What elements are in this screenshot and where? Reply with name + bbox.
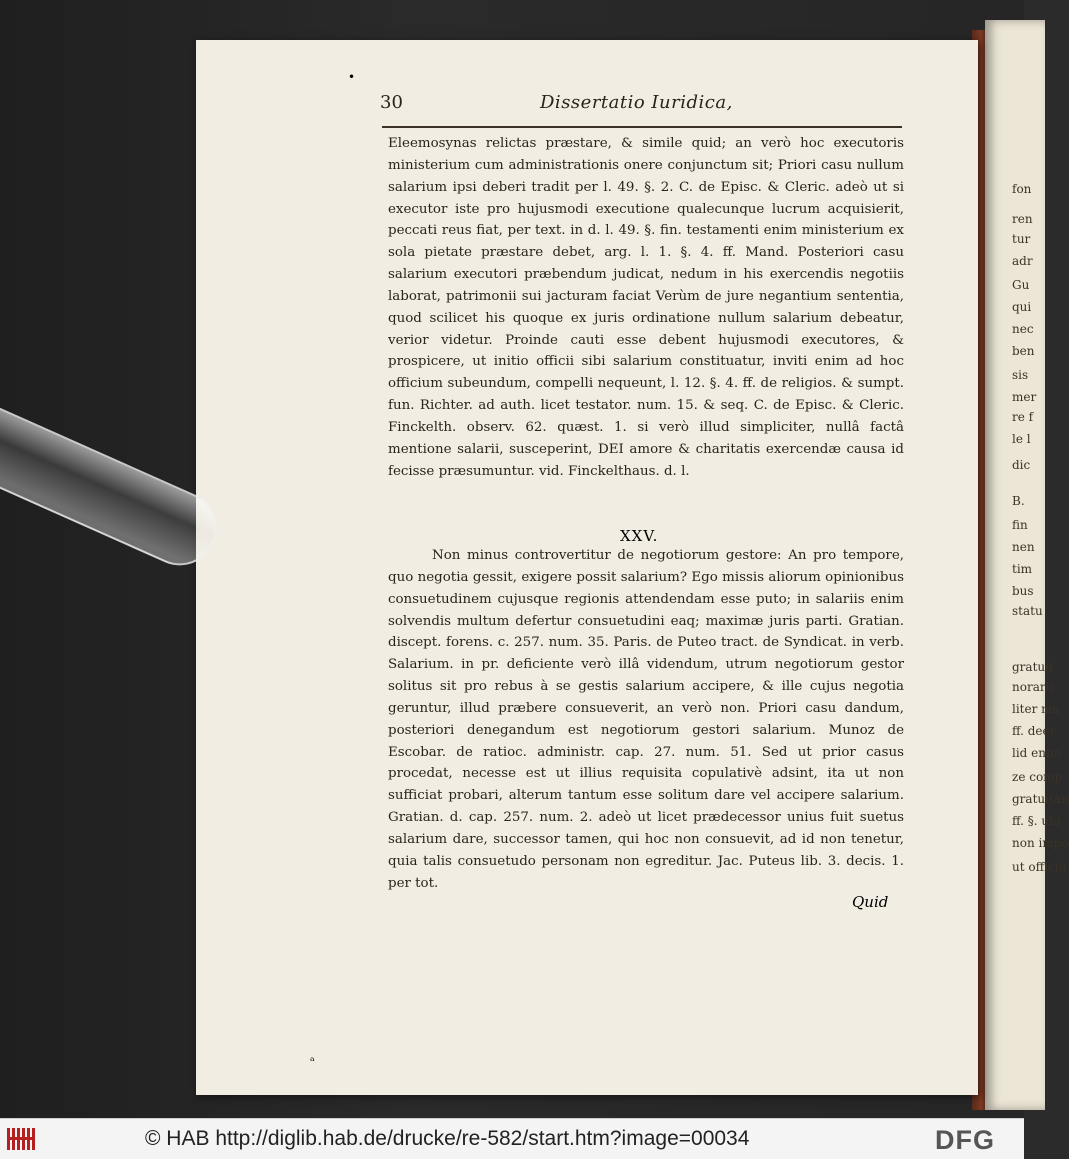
facing-fragment: bus bbox=[1012, 584, 1034, 598]
paragraph-2-text: Non minus controvertitur de negotiorum gestore: An pro tempore, quo negotia gessit, exigere possit salarium? Ego missis aliorum opinionibus consuetudinem cujusque regionis attendendam esse puto; in salariis enim solvendis multum defertur consuetudini eaq; maximæ juris parti. Gratian. discept. forens. c. 257. num. 35. Paris. de Puteo tract. de Syndicat. in verb. Salarium. in pr. deficiente verò illâ videndum, utrum negotiorum gestor solitus sit pro rebus à se gestis salarium accipere, & ille cujus negotia geruntur, illud præbere consueverit, an verò non. Priori casu dandum, posteriori denegandum est negotiorum gestori salarium. Munoz de Escobar. de ratioc. administr. cap. 27. num. 51. Sed ut prior casus procedat, necesse est ut illius requisita copulativè adsint, ita ut non sufficiat probari, alterum tantum esse solitum dare vel accipere salarium. Gratian. d. cap. 257. num. 2. adeò ut licet prædecessor unius fuit suetus salarium dare, successor tamen, qui hoc non consuevit, ad id non tenetur, quia talis consuetudo personam non egreditur. Jac. Puteus lib. 3. decis. 1. per tot. bbox=[388, 548, 904, 891]
facing-fragment: adr bbox=[1012, 254, 1033, 268]
paragraph-1 bbox=[388, 133, 904, 483]
facing-fragment: mer bbox=[1012, 390, 1037, 404]
facing-fragment: tim bbox=[1012, 562, 1033, 576]
running-head bbox=[380, 92, 910, 118]
facing-fragment: fon bbox=[1012, 182, 1032, 196]
facing-fragment: ff. §. ulu bbox=[1012, 814, 1061, 828]
facing-fragment: norarii bbox=[1012, 680, 1054, 694]
facing-fragment: fin bbox=[1012, 518, 1028, 532]
facing-fragment: gratuit bbox=[1012, 660, 1054, 674]
facing-fragment: B. bbox=[1012, 494, 1025, 508]
facing-fragment: nec bbox=[1012, 322, 1034, 336]
facing-fragment: ren bbox=[1012, 212, 1033, 226]
paragraph-1-text: Eleemosynas relictas præstare, & simile quid; an verò hoc executoris ministerium cum administrationis onere conjunctum sit; Priori casu nullum salarium ipsi deberi tradit per l. 49. §. 2. C. de Episc. & Cleric. adeò ut si executor iste pro hujusmodi executione qualecunque lucrum acquisierit, peccati reus fiat, per text. in d. l. 49. §. fin. testamenti enim ministerium ex sola pietate præstare debet, arg. l. 1. §. 4. ff. Mand. Posteriori casu salarium executori præbendum judicat, nedum in his exercendis negotiis laborat, patrimonii sui jacturam faciat Verùm de jure negantium sententia, quod scilicet his quoque ex juris ordinatione nullum salarium debeatur, verior videtur. Proinde cauti esse debent hujusmodi executores, & prospicere, ut initio officii sibi salarium constituatur, inviti enim ad hoc officium subeundum, compelli nequeunt, l. 12. §. 4. ff. de religios. & sumpt. fun. Richter. ad auth. licet testator. num. 15. & seq. C. de Episc. & Cleric. Finckelth. observ. 62. quæst. 1. si verò illud simpliciter, nullâ factâ mentione salarii, susceperint, DEI amore & charitatis exercendæ causa id fecisse præsumuntur. vid. Finckelthaus. d. l. bbox=[388, 136, 904, 479]
printer-mark-top: • bbox=[348, 70, 356, 84]
catchword: Quid bbox=[852, 893, 889, 911]
running-title: Dissertatio Iuridica, bbox=[540, 92, 733, 113]
dfg-logo: DFG bbox=[935, 1125, 995, 1155]
facing-fragment: gratuitan bbox=[1012, 792, 1069, 806]
facing-fragment: sis bbox=[1012, 368, 1029, 382]
facing-fragment: nen bbox=[1012, 540, 1035, 554]
facing-fragment: le l bbox=[1012, 432, 1031, 446]
facing-fragment: re f bbox=[1012, 410, 1034, 424]
hab-logo-icon bbox=[6, 1126, 40, 1152]
facing-fragment: Gu bbox=[1012, 278, 1030, 292]
facing-fragment: ben bbox=[1012, 344, 1035, 358]
facing-fragment: liter ma bbox=[1012, 702, 1060, 716]
facing-fragment: statu bbox=[1012, 604, 1043, 618]
facing-fragment: non impo bbox=[1012, 836, 1069, 850]
head-rule bbox=[382, 126, 902, 128]
printer-mark-bottom: ₐ bbox=[310, 1050, 315, 1064]
footer-bar bbox=[0, 1118, 1024, 1159]
page-holder-glass bbox=[0, 390, 229, 577]
facing-fragment: dic bbox=[1012, 458, 1031, 472]
facing-fragment: ze comp bbox=[1012, 770, 1063, 784]
paragraph-2 bbox=[388, 545, 904, 895]
facing-fragment: lid enim bbox=[1012, 746, 1062, 760]
section-heading: XXV. bbox=[620, 527, 659, 545]
facing-fragment: tur bbox=[1012, 232, 1031, 246]
facing-fragment: ut officiu bbox=[1012, 860, 1067, 874]
page-number: 30 bbox=[380, 92, 403, 113]
source-link[interactable]: © HAB http://diglib.hab.de/drucke/re-582/start.htm?image=00034 bbox=[145, 1127, 750, 1150]
facing-fragment: ff. deer bbox=[1012, 724, 1056, 738]
facing-fragment: qui bbox=[1012, 300, 1032, 314]
